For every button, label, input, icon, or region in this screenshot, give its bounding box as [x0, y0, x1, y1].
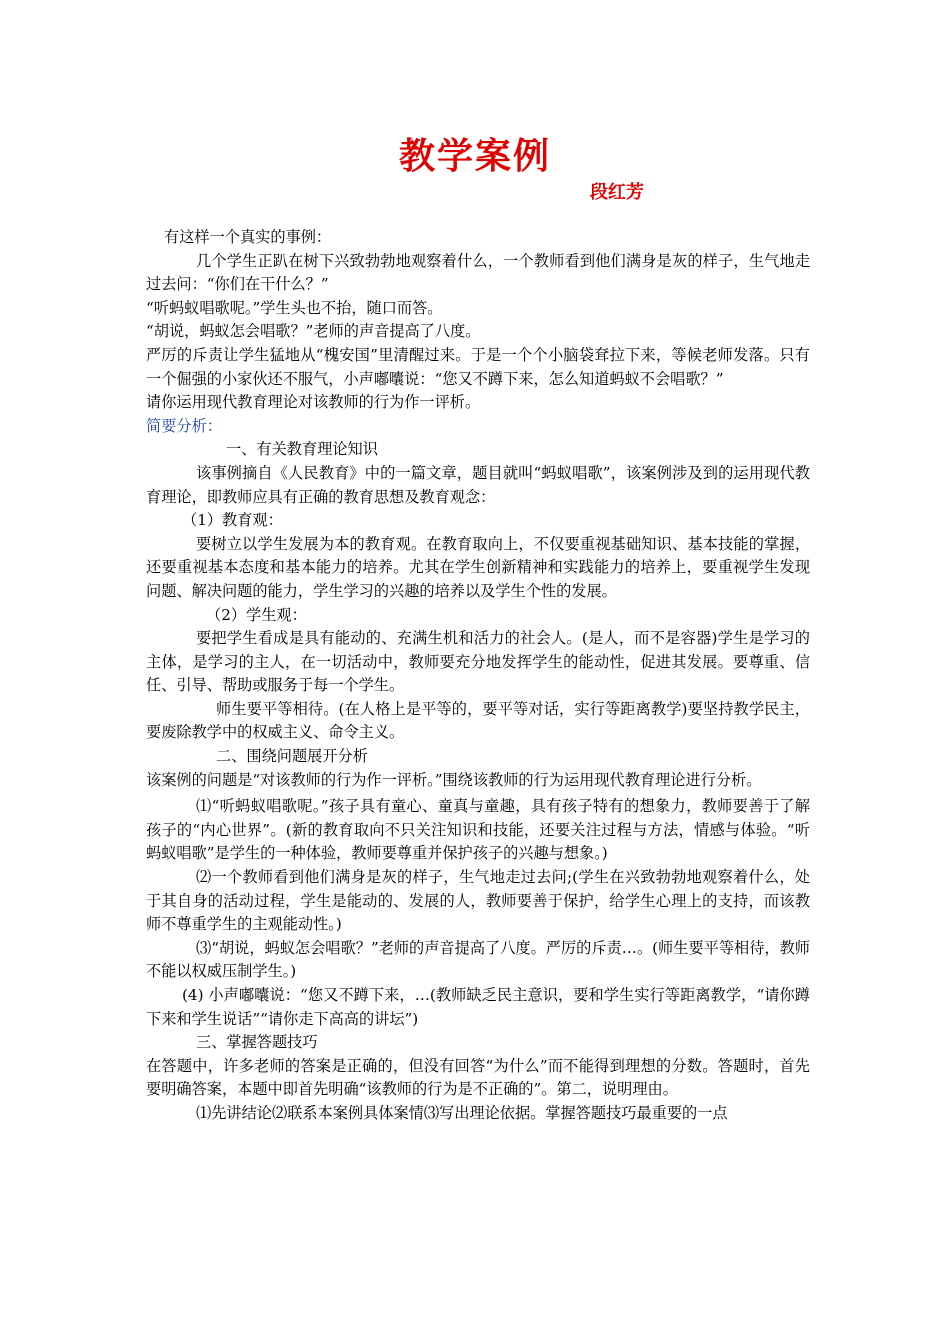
section-paragraph: 在答题中，许多老师的答案是正确的，但没有回答“为什么”而不能得到理想的分数。答题时，首先要明确答案，本题中即首先明确“该教师的行为是不正确的”。第二，说明理由。 [146, 1056, 810, 1099]
story-paragraph: “听蚂蚁唱歌呢。”学生头也不抬，随口而答。 [146, 298, 443, 317]
author-name: 段红芳 [590, 182, 644, 203]
subheading-education-view: （1）教育观： [182, 511, 283, 530]
section-paragraph: 该事例摘自《人民教育》中的一篇文章，题目就叫“蚂蚁唱歌”，该案例涉及到的运用现代教育理论，即教师应具有正确的教育思想及教育观念： [146, 463, 810, 506]
section-heading: 二、围绕问题展开分析 [216, 747, 368, 766]
story-paragraph: 严厉的斥责让学生猛地从“槐安国”里清醒过来。于是一个个小脑袋耷拉下来，等候老师发落。只有一个倔强的小家伙还不服气，小声嘟囔说：“您又不蹲下来，怎么知道蚂蚁不会唱歌？” [146, 345, 810, 388]
analysis-item: ⑶“胡说，蚂蚁怎会唱歌？”老师的声音提高了八度。严厉的斥责…。(师生要平等相待，教师不能以权威压制学生。) [146, 938, 810, 981]
section-paragraph: ⑴先讲结论⑵联系本案例具体案情⑶写出理论依据。掌握答题技巧最重要的一点 [196, 1103, 728, 1122]
analysis-item: ⑵一个教师看到他们满身是灰的样子，生气地走过去问;(学生在兴致勃勃地观察着什么，处于其自身的活动过程，学生是能动的、发展的人，教师要善于保护，给学生心理上的支持，而该教师不尊重学生的主观能动性。) [146, 868, 810, 934]
analysis-item: (4) 小声嘟囔说：“您又不蹲下来，…(教师缺乏民主意识，要和学生实行等距离教学，“请你蹲下来和学生说话”“请你走下高高的讲坛”) [146, 986, 810, 1028]
section-heading: 一、有关教育理论知识 [226, 440, 378, 459]
document-title: 教学案例 [398, 136, 551, 177]
section-paragraph: 该案例的问题是“对该教师的行为作一评析。”围绕该教师的行为运用现代教育理论进行分析。 [146, 770, 762, 789]
section-paragraph: 要把学生看成是具有能动的、充满生机和活力的社会人。(是人，而不是容器)学生是学习的主体，是学习的主人，在一切活动中，教师要充分地发挥学生的能动性，促进其发展。要尊重、信任、引导、帮助或服务于每一个学生。 [146, 629, 810, 695]
analysis-item: ⑴“听蚂蚁唱歌呢。”孩子具有童心、童真与童趣，具有孩子特有的想象力，教师要善于了解孩子的“内心世界”。(新的教育取向不只关注知识和技能，还要关注过程与方法，情感与体验。“听蚂蚁唱歌”是学生的一种体验，教师要尊重并保护孩子的兴趣与想象。) [146, 797, 810, 863]
section-paragraph: 要树立以学生发展为本的教育观。在教育取向上，不仅要重视基础知识、基本技能的掌握，还要重视基本态度和基本能力的培养。尤其在学生创新精神和实践能力的培养上，要重视学生发现问题、解决问题的能力，学生学习的兴趣的培养以及学生个性的发展。 [146, 534, 810, 600]
section-heading: 三、掌握答题技巧 [196, 1033, 318, 1052]
subheading-student-view: （2）学生观： [206, 605, 307, 624]
section-paragraph: 师生要平等相待。(在人格上是平等的，要平等对话，实行等距离教学)要坚持教学民主，要废除教学中的权威主义、命令主义。 [146, 699, 810, 742]
document-body [146, 226, 810, 1126]
intro-line: 有这样一个真实的事例： [164, 228, 332, 246]
question-line: 请你运用现代教育理论对该教师的行为作一评析。 [146, 393, 481, 412]
story-paragraph: 几个学生正趴在树下兴致勃勃地观察着什么，一个教师看到他们满身是灰的样子，生气地走过去问：“你们在干什么？” [146, 251, 810, 294]
story-paragraph: “胡说，蚂蚁怎会唱歌？”老师的声音提高了八度。 [146, 322, 481, 341]
analysis-label: 简要分析： [146, 416, 222, 435]
